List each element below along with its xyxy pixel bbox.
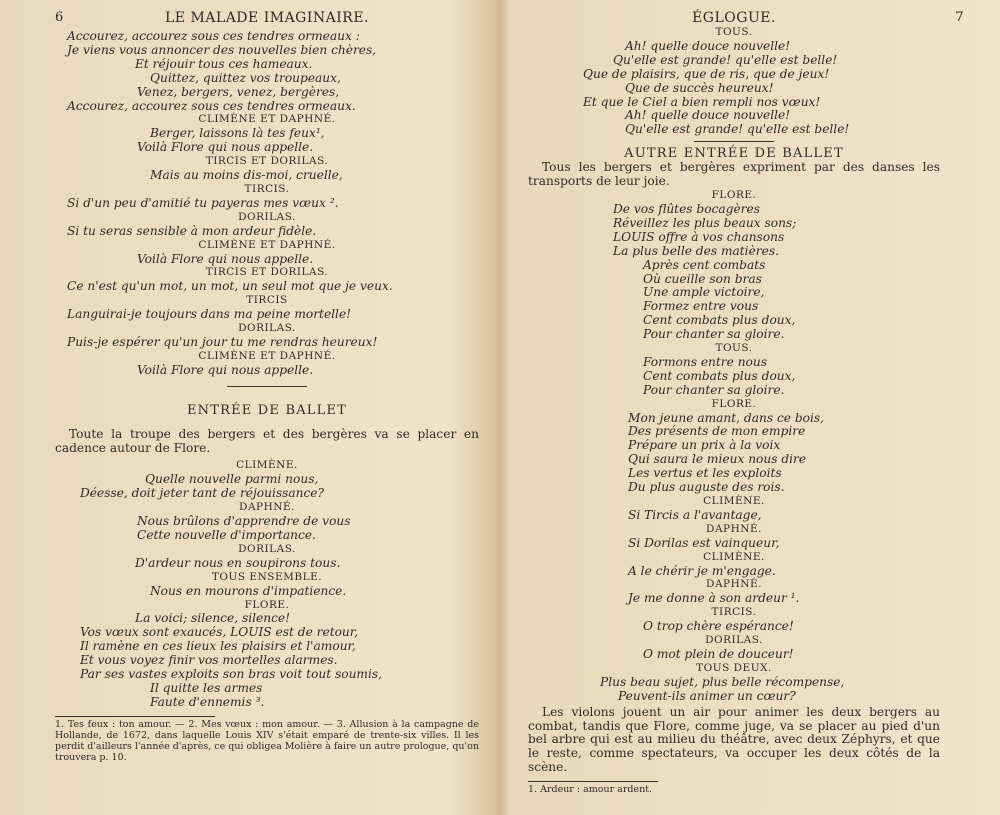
verse-line: D'ardeur nous en soupirons tous. bbox=[135, 555, 341, 570]
speaker-name: CLIMÈNE. bbox=[236, 459, 298, 472]
entree-stage-direction: Toute la troupe des bergers et des bergères va se placer en cadence autour de Flore. bbox=[55, 426, 479, 455]
verse-line: Si Dorilas est vainqueur, bbox=[628, 535, 780, 550]
verse-line: Nous en mourons d'impatience. bbox=[150, 583, 347, 598]
verse-line: La plus belle des matières. bbox=[613, 243, 779, 258]
left-page-number: 6 bbox=[55, 10, 64, 25]
verse-line: Pour chanter sa gloire. bbox=[643, 327, 785, 342]
verse-line: Si tu seras sensible à mon ardeur fidèle. bbox=[67, 223, 317, 238]
speaker-name: CLIMÈNE. bbox=[703, 550, 765, 563]
verse-line: Il ramène en ces lieux les plaisirs et l'amour, bbox=[80, 639, 356, 654]
verse-line: Une ample victoire, bbox=[643, 285, 765, 300]
verse-line: Cette nouvelle d'importance. bbox=[137, 528, 316, 542]
verse-line: Ah! quelle douce nouvelle! bbox=[625, 108, 791, 123]
speaker-name: CLIMÈNE ET DAPHNÉ. bbox=[198, 238, 336, 251]
verse-line: La voici; silence, silence! bbox=[135, 611, 291, 626]
verse-line: Ce n'est qu'un mot, un mot, un seul mot que je veux. bbox=[67, 279, 393, 294]
verse-line: Je me donne à son ardeur ¹. bbox=[628, 591, 800, 606]
verse-line: Voilà Flore qui nous appelle. bbox=[137, 362, 314, 377]
verse-line: De vos flûtes bocagères bbox=[613, 201, 760, 216]
verse-line: Mais au moins dis-moi, cruelle, bbox=[150, 168, 343, 183]
speaker-name: FLORE. bbox=[244, 598, 290, 611]
verse-line: Berger, laissons là tes feux¹, bbox=[150, 126, 325, 141]
left-page-header bbox=[55, 0, 479, 30]
section-divider bbox=[694, 141, 774, 142]
verse-line: Par ses vastes exploits son bras voit tout soumis, bbox=[80, 667, 383, 682]
verse-line: Déesse, doit jeter tant de réjouissance? bbox=[80, 486, 325, 501]
verse-line: Il quitte les armes bbox=[150, 680, 263, 695]
speaker-name: TOUS DEUX. bbox=[696, 661, 772, 674]
right-page-header bbox=[528, 0, 964, 30]
verse-line: Où cueille son bras bbox=[643, 271, 762, 286]
autre-entree-heading: AUTRE ENTRÉE DE BALLET bbox=[624, 146, 844, 162]
speaker-name: TIRCIS ET DORILAS. bbox=[205, 155, 329, 168]
right-page-number: 7 bbox=[955, 10, 964, 25]
speaker-name: CLIMÈNE ET DAPHNÉ. bbox=[198, 113, 336, 126]
verse-line: Les vertus et les exploits bbox=[628, 466, 782, 481]
verse-line: Qu'elle est grande! qu'elle est belle! bbox=[625, 122, 850, 137]
verse-line: Venez, bergers, venez, bergères, bbox=[137, 84, 340, 99]
verse-line: Voilà Flore qui nous appelle. bbox=[137, 140, 314, 155]
verse-line: Après cent combats bbox=[643, 257, 766, 272]
verse-line: LOUIS offre à vos chansons bbox=[613, 229, 785, 244]
right-running-head: ÉGLOGUE. bbox=[692, 10, 776, 26]
speaker-name: DORILAS. bbox=[238, 542, 296, 555]
verse-line: Quittez, quittez vos troupeaux, bbox=[150, 70, 341, 85]
section-divider bbox=[227, 386, 307, 387]
speaker-name: FLORE. bbox=[711, 189, 757, 202]
verse-line: Et vous voyez finir vos mortelles alarmes. bbox=[80, 653, 338, 668]
speaker-name: CLIMÈNE ET DAPHNÉ. bbox=[198, 349, 336, 362]
speaker-name: DAPHNÉ. bbox=[239, 501, 295, 514]
autre-stage-direction: Tous les bergers et bergères expriment par des danses les transports de leur joie. bbox=[528, 160, 940, 189]
verse-line: O mot plein de douceur! bbox=[643, 646, 794, 661]
verse-line: O trop chère espérance! bbox=[643, 619, 794, 634]
right-page bbox=[503, 0, 1000, 815]
verse-line: Et que le Ciel a bien rempli nos vœux! bbox=[583, 94, 821, 109]
verse-line: Mon jeune amant, dans ce bois, bbox=[628, 410, 825, 425]
footnote-rule bbox=[528, 781, 658, 782]
verse-line: Que de plaisirs, que de ris, que de jeux! bbox=[583, 66, 830, 81]
verse-line: Cent combats plus doux, bbox=[643, 368, 796, 383]
verse-line: Si Tircis a l'avantage, bbox=[628, 507, 762, 522]
speaker-name: DAPHNÉ. bbox=[706, 522, 762, 535]
footnote-rule bbox=[55, 716, 215, 717]
verse-line: Ah! quelle douce nouvelle! bbox=[625, 38, 791, 53]
speaker-name: TIRCIS. bbox=[244, 182, 290, 195]
entree-heading: ENTRÉE DE BALLET bbox=[186, 402, 348, 418]
speaker-name: CLIMÈNE. bbox=[703, 495, 765, 507]
speaker-name: TOUS. bbox=[715, 26, 753, 38]
verse-line: Accourez, accourez sous ces tendres ormeaux. bbox=[67, 98, 356, 113]
speaker-name: DORILAS. bbox=[238, 210, 296, 223]
verse-line: Qu'elle est grande! qu'elle est belle! bbox=[613, 52, 838, 67]
verse-line: Du plus auguste des rois. bbox=[628, 480, 785, 495]
verse-line: Formons entre nous bbox=[643, 354, 767, 369]
verse-line: Je viens vous annoncer des nouvelles bien chères, bbox=[67, 42, 377, 57]
verse-line: Qui saura le mieux nous dire bbox=[628, 452, 807, 467]
verse-line: Vos vœux sont exaucés, LOUIS est de retour, bbox=[80, 625, 359, 640]
verse-line: Formez entre vous bbox=[643, 299, 759, 314]
left-verse-block-1 bbox=[55, 30, 479, 378]
speaker-name: DAPHNÉ. bbox=[706, 578, 762, 591]
speaker-name: DORILAS. bbox=[238, 322, 296, 335]
speaker-name: TIRCIS bbox=[246, 294, 288, 307]
verse-line: Et réjouir tous ces hameaux. bbox=[135, 56, 313, 71]
speaker-name: FLORE. bbox=[711, 397, 757, 410]
verse-line: A le chérir je m'engage. bbox=[628, 563, 776, 578]
verse-line: Puis-je espérer qu'un jour tu me rendras heureux! bbox=[67, 334, 378, 349]
left-page bbox=[0, 0, 497, 815]
verse-line: Faute d'ennemis ³. bbox=[150, 694, 265, 709]
left-verse-block-2 bbox=[55, 459, 479, 709]
speaker-name: TOUS. bbox=[715, 342, 753, 355]
verse-line: Languirai-je toujours dans ma peine mortelle! bbox=[67, 307, 352, 322]
right-footnotes: 1. Ardeur : amour ardent. bbox=[528, 784, 653, 796]
verse-line: Cent combats plus doux, bbox=[643, 313, 796, 328]
left-footnotes: 1. Tes feux : ton amour. — 2. Mes vœux : mon amour. — 3. Allusion à la campagne de Hollande, de 1672, dans laquelle Louis XIV s'était emparé de trente-six villes. Il les perdit d'ailleurs l'année d'après, ce qui obligea Molière à faire un autre prologue, qu'on trouvera p. 10. bbox=[55, 718, 479, 763]
right-verse-block-2 bbox=[528, 189, 940, 704]
left-running-head: LE MALADE IMAGINAIRE. bbox=[164, 10, 369, 26]
verse-line: Nous brûlons d'apprendre de vous bbox=[137, 514, 351, 529]
right-verse-block-1 bbox=[528, 26, 940, 137]
verse-line: Quelle nouvelle parmi nous, bbox=[145, 472, 319, 487]
verse-line: Réveillez les plus beaux sons; bbox=[613, 215, 797, 230]
speaker-name: DORILAS. bbox=[705, 634, 763, 647]
verse-line: Pour chanter sa gloire. bbox=[643, 382, 785, 397]
verse-line: Plus beau sujet, plus belle récompense, bbox=[600, 674, 845, 689]
verse-line: Des présents de mon empire bbox=[628, 424, 806, 439]
closing-stage-direction: Les violons jouent un air pour animer les deux bergers au combat, tandis que Flore, comme juge, va se placer au pied d'un bel arbre qui est au milieu du théâtre, avec deux Zéphyrs, et que le reste, comme spectateurs, va occuper les deux côtés de la scène. bbox=[528, 704, 940, 775]
verse-line: Si d'un peu d'amitié tu payeras mes vœux ². bbox=[67, 195, 339, 210]
verse-line: Accourez, accourez sous ces tendres ormeaux : bbox=[67, 29, 360, 43]
verse-line: Voilà Flore qui nous appelle. bbox=[137, 251, 314, 266]
verse-line: Prépare un prix à la voix bbox=[628, 438, 781, 453]
speaker-name: TIRCIS. bbox=[711, 606, 757, 619]
speaker-name: TIRCIS ET DORILAS. bbox=[205, 266, 329, 279]
verse-line: Que de succès heureux! bbox=[625, 80, 774, 95]
speaker-name: TOUS ENSEMBLE. bbox=[211, 570, 323, 583]
verse-line: Peuvent-ils animer un cœur? bbox=[618, 688, 796, 703]
